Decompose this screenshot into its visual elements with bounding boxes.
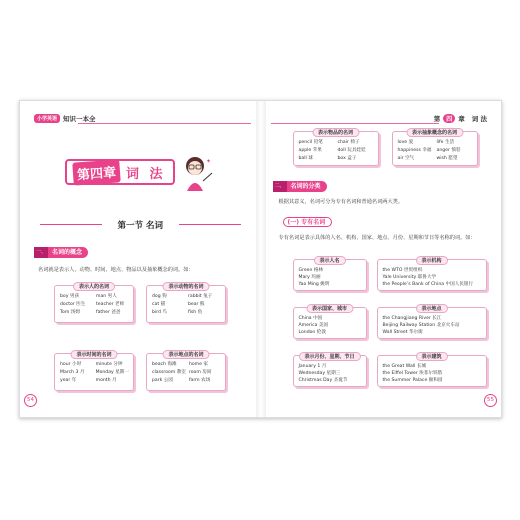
header-title: 词 法: [471, 115, 487, 123]
tag-label: 名词的概念: [48, 247, 88, 258]
word: America 美国: [298, 323, 329, 328]
word: room 房间: [188, 370, 212, 375]
card-title: 表示人的名词: [73, 282, 115, 291]
word: hour 小时: [60, 362, 82, 367]
word: March 3 月: [60, 370, 85, 375]
concept-tag: [34, 247, 88, 258]
word: bird 鸟: [152, 310, 167, 315]
word: Wall Street 华尔街: [382, 330, 423, 335]
card-title: 表示建筑: [415, 352, 447, 361]
word: love 爱: [397, 140, 414, 145]
word: China 中国: [298, 316, 323, 321]
word: Beijing Railway Station 北京火车站: [382, 323, 460, 328]
word: chair 椅子: [337, 140, 360, 145]
word: London 伦敦: [298, 330, 326, 335]
card-title: 表示机构: [415, 256, 447, 265]
word: beach 海滩: [152, 362, 177, 367]
word: fish 鱼: [188, 310, 203, 315]
word: doll 玩具娃娃: [337, 148, 366, 153]
word: anger 愤怒: [436, 148, 461, 153]
intro-text: 名词就是表示人、动物、时间、地点、物品以及抽象概念的词。如：: [38, 267, 194, 273]
word: year 年: [60, 378, 77, 383]
word: park 公园: [152, 378, 173, 383]
card-objects: [293, 131, 379, 166]
subtag-label: (一) 专有名词: [283, 217, 333, 227]
card-names: [293, 259, 367, 291]
section-rule-right: [179, 224, 241, 225]
word: Christmas Day 圣诞节: [298, 378, 348, 383]
word: Green 格林: [298, 268, 324, 273]
card-institutions: [377, 259, 487, 291]
card-time: [54, 353, 134, 391]
proper-noun-definition: 专有名词是表示具体的人名、机构、国家、地点、月份、星期和节日等名称的词。如：: [278, 235, 476, 241]
card-title: 表示物品的名词: [312, 128, 359, 137]
tag-number: 一、: [34, 247, 48, 258]
word: boy 男孩: [60, 294, 80, 299]
word: the People’s Bank of China 中国人民银行: [382, 282, 474, 287]
word: father 爸爸: [96, 310, 121, 315]
chapter-banner: [65, 153, 215, 191]
chapter-number: 第四章: [72, 159, 121, 185]
card-title: 表示月份、星期、节日: [298, 352, 360, 361]
header-title: 知识一本全: [63, 115, 96, 123]
word: life 生活: [436, 140, 455, 145]
card-dates: [293, 355, 367, 387]
header-rule: [78, 123, 251, 124]
card-buildings: [377, 355, 487, 387]
header-chapter-suffix: 章: [458, 115, 465, 123]
card-title: 表示动物的名词: [162, 282, 209, 291]
word: the WTO 世贸组织: [382, 268, 423, 273]
word: minute 分钟: [95, 362, 123, 367]
card-title: 表示时间的名词: [70, 350, 117, 359]
card-title: 表示人名: [313, 256, 345, 265]
word: happiness 幸福: [397, 148, 432, 153]
word: home 家: [188, 362, 209, 367]
word: month 月: [95, 378, 117, 383]
card-people: [54, 285, 134, 323]
card-title: 表示国家、城市: [306, 304, 353, 313]
card-locations: [377, 307, 487, 339]
girl-illustration: [179, 153, 213, 191]
word: doctor 医生: [60, 302, 86, 307]
word: box 盒子: [337, 156, 357, 161]
word: wish 愿望: [436, 156, 458, 161]
word: the Summer Palace 颐和园: [382, 378, 443, 383]
word: classroom 教室: [152, 370, 186, 375]
word: January 1 月: [298, 364, 327, 369]
right-page: [261, 101, 502, 417]
svg-text:✦: ✦: [206, 158, 212, 165]
word: ball 球: [298, 156, 313, 161]
word: Yao Ming 姚明: [298, 282, 330, 287]
word: air 空气: [397, 156, 415, 161]
page-number-left: 54: [24, 394, 37, 407]
word: cat 猫: [152, 302, 166, 307]
word: apple 苹果: [298, 148, 322, 153]
word: Mary 玛丽: [298, 275, 321, 280]
chapter-box: [65, 159, 175, 185]
card-countries: [293, 307, 367, 339]
word: pencil 铅笔: [298, 140, 323, 145]
word: teacher 老师: [96, 302, 125, 307]
tag-label: 名词的分类: [287, 181, 327, 192]
word: the Changjiang River 长江: [382, 316, 442, 321]
card-title: 表示抽象概念的名词: [406, 128, 463, 137]
word: Wednesday 星期三: [298, 371, 341, 376]
chapter-name: 词 法: [126, 166, 166, 182]
word: Tom 汤姆: [60, 310, 80, 315]
classification-tag: [273, 181, 327, 192]
card-abstract: [392, 131, 478, 166]
section-title: 第一节 名词: [117, 221, 163, 231]
header-chapter-num: 四: [443, 114, 455, 123]
word: farm 农场: [188, 378, 211, 383]
word: Monday 星期一: [95, 370, 129, 375]
word: the Great Wall 长城: [382, 364, 427, 369]
word: rabbit 兔子: [188, 294, 213, 299]
proper-noun-tag: [283, 216, 333, 227]
header-badge: 小学英语: [34, 114, 60, 123]
open-book: [19, 100, 502, 418]
card-title: 表示地点: [415, 304, 447, 313]
left-header: [34, 114, 96, 123]
word: the Eiffel Tower 埃菲尔铁塔: [382, 371, 443, 376]
left-page: [20, 101, 261, 417]
page-number-right: 55: [484, 394, 497, 407]
card-animals: [146, 285, 226, 323]
word: man 男人: [96, 294, 117, 299]
header-chapter-prefix: 第: [433, 115, 441, 123]
right-header: [434, 114, 487, 123]
header-rule: [271, 123, 440, 124]
card-places: [146, 353, 226, 391]
word: Yale University 耶鲁大学: [382, 275, 437, 280]
card-title: 表示地点的名词: [162, 350, 209, 359]
word: bear 熊: [188, 302, 205, 307]
classification-intro: 根据其意义，名词可分为专有名词和普通名词两大类。: [278, 199, 404, 205]
tag-number: 二、: [273, 181, 287, 192]
word: dog 狗: [152, 294, 167, 299]
